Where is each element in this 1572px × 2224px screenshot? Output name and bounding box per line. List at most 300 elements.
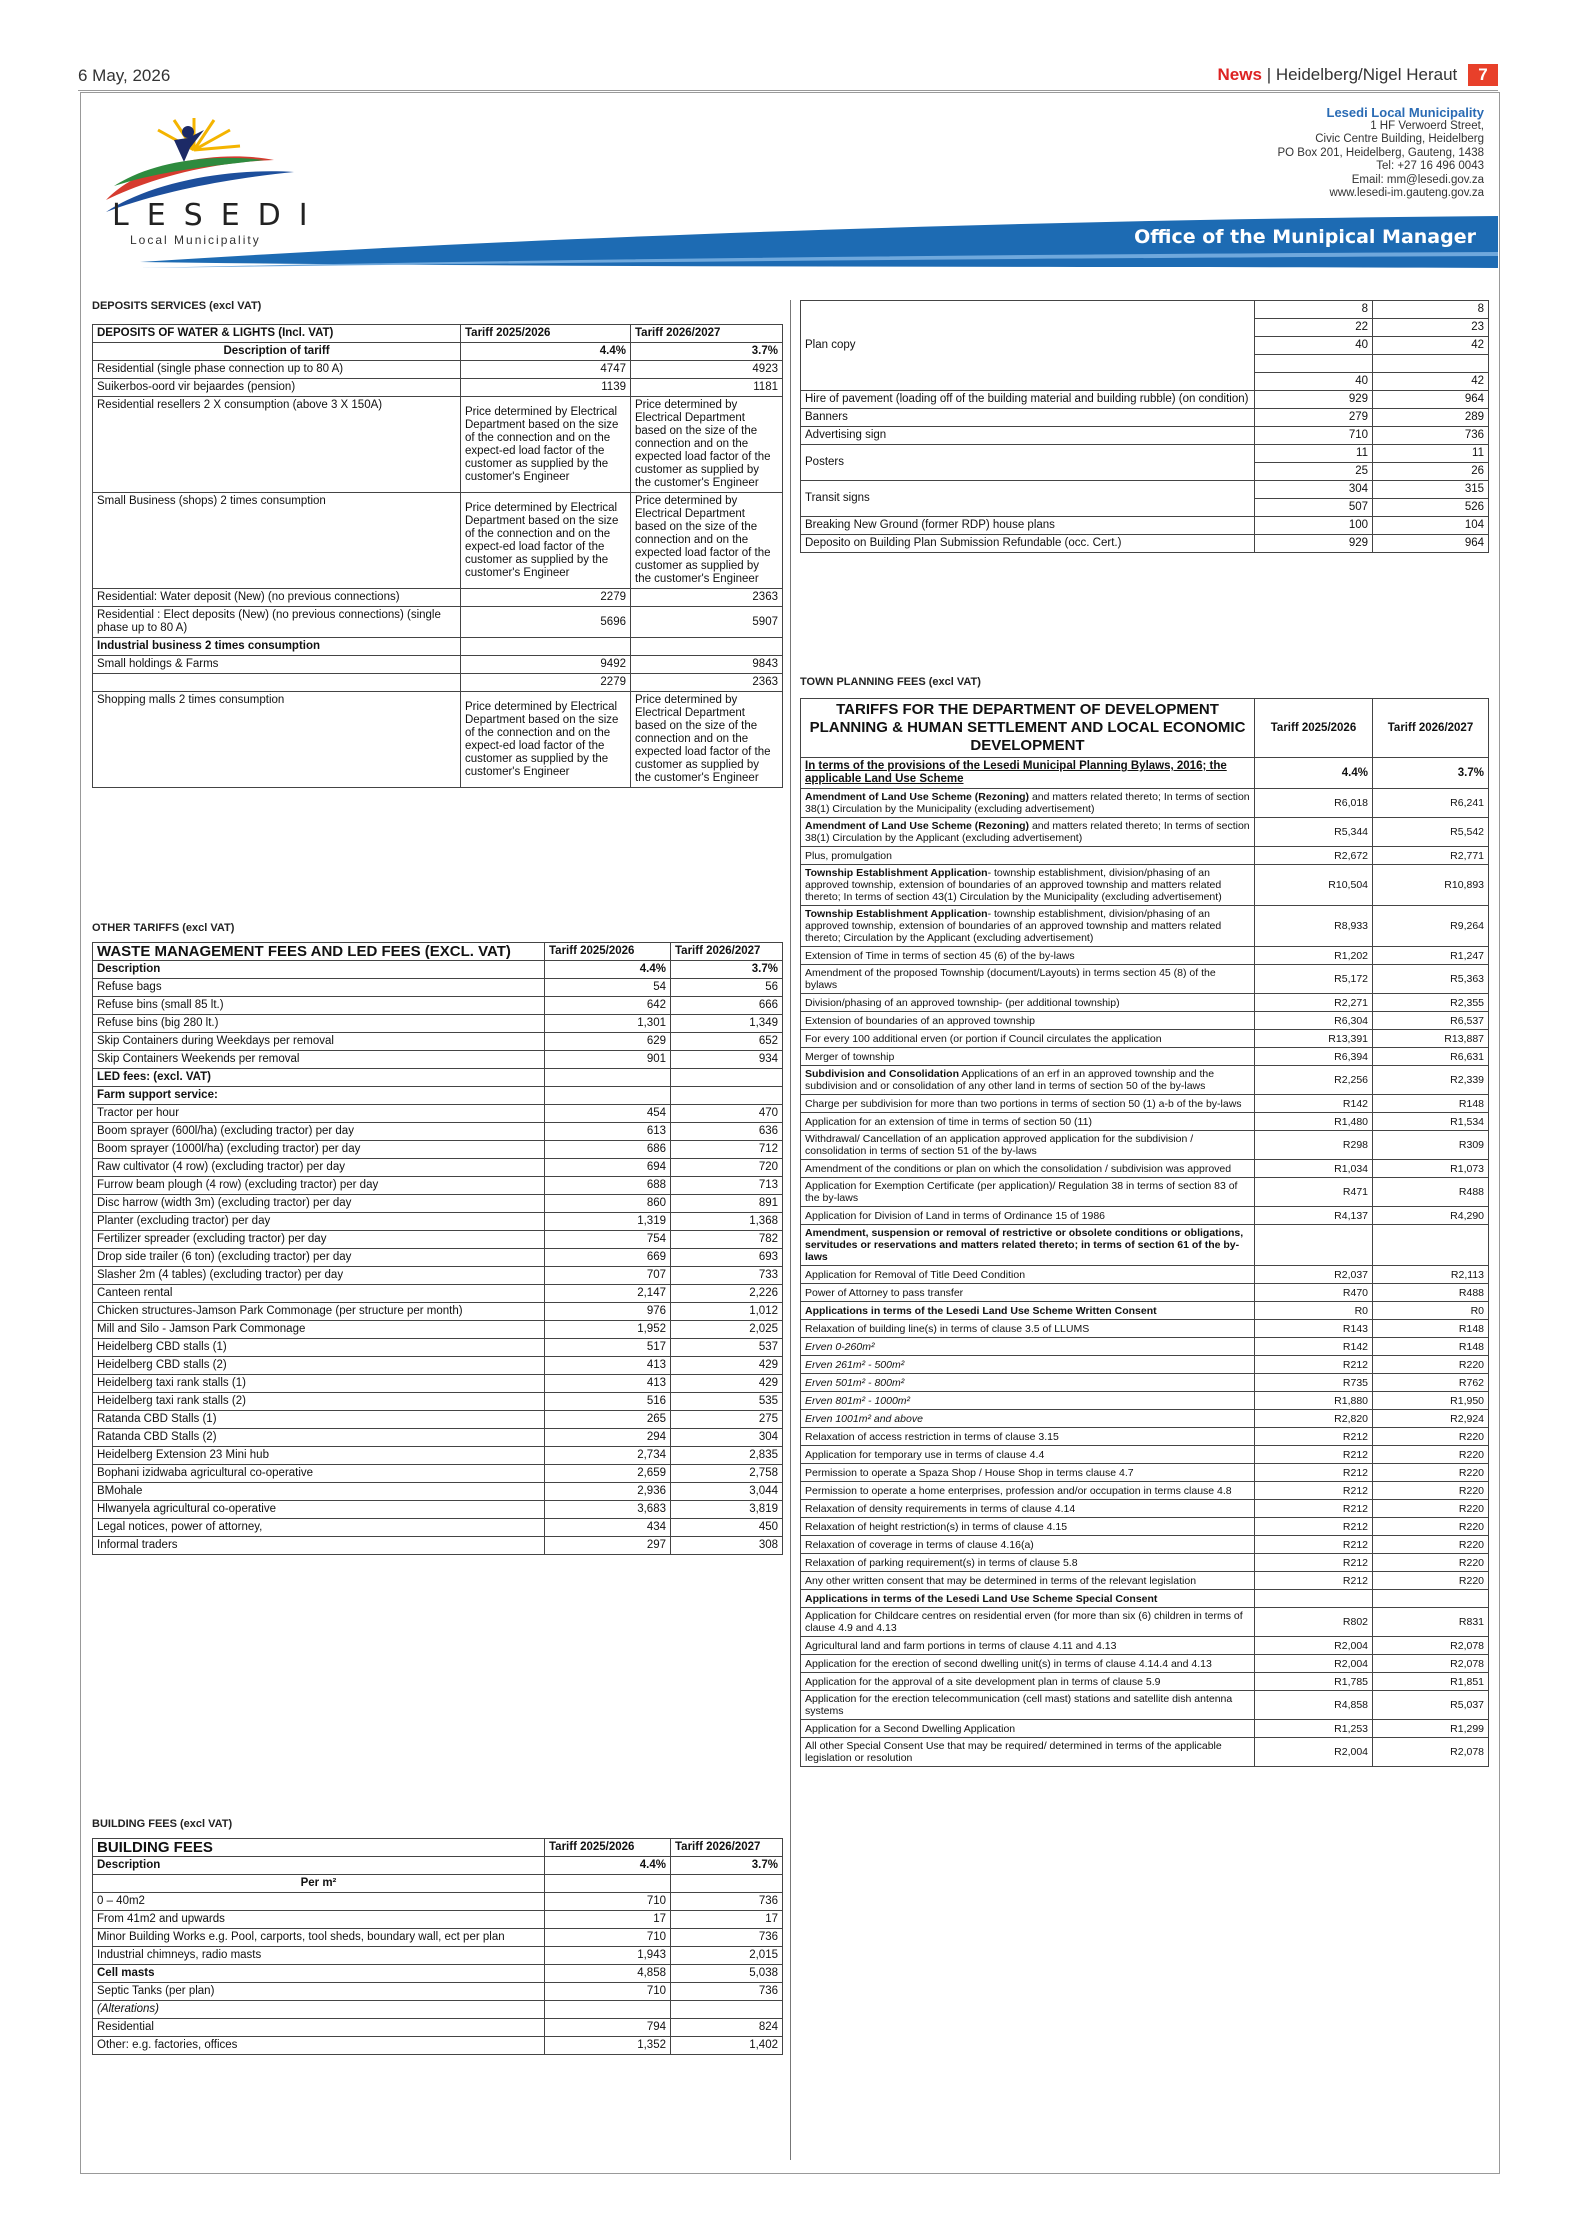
table-cell: Price determined by Electrical Department based on the size of the connection and on the expect-ed load factor of the customer as supplied by the customer's Engineer [461, 493, 631, 589]
table-cell: Small holdings & Farms [93, 656, 461, 674]
address-line: Civic Centre Building, Heidelberg [1315, 133, 1484, 145]
table-cell: 642 [545, 997, 671, 1015]
address-line: PO Box 201, Heidelberg, Gauteng, 1438 [1277, 146, 1484, 159]
table-cell [801, 1518, 1255, 1536]
table-cell: R2,113 [1373, 1266, 1489, 1284]
table-cell: R8,933 [1255, 906, 1373, 947]
row-description: Application for the erection telecommunication (cell mast) stations and satellite dish antenna systems [805, 1693, 1233, 1717]
table-cell: R13,391 [1255, 1030, 1373, 1048]
table-cell: 2,147 [545, 1285, 671, 1303]
table-cell [801, 1030, 1255, 1048]
table-cell: 40 [1255, 337, 1373, 355]
table-cell: Heidelberg CBD stalls (2) [93, 1357, 545, 1375]
table-cell [801, 1500, 1255, 1518]
table-row [801, 994, 1489, 1012]
table-cell: Raw cultivator (4 row) (excluding tractor) per day [93, 1159, 545, 1177]
table-row [801, 301, 1489, 319]
table-cell [801, 1410, 1255, 1428]
table-row [801, 1266, 1489, 1284]
table-cell: R143 [1255, 1320, 1373, 1338]
table-cell: R1,534 [1373, 1113, 1489, 1131]
table-row [801, 1482, 1489, 1500]
table-cell: Industrial chimneys, radio masts [93, 1947, 545, 1965]
table-cell: R831 [1373, 1608, 1489, 1637]
table-cell: Boom sprayer (1000l/ha) (excluding tractor) per day [93, 1141, 545, 1159]
table-cell: 3.7% [671, 1857, 783, 1875]
table-cell: 3.7% [631, 343, 783, 361]
table-header: DEPOSITS OF WATER & LIGHTS (Incl. VAT) [93, 325, 461, 343]
table-cell: Tractor per hour [93, 1105, 545, 1123]
table-cell: R142 [1255, 1338, 1373, 1356]
table-cell [801, 1637, 1255, 1655]
table-row [93, 1249, 783, 1267]
table-row [801, 1428, 1489, 1446]
table-cell: R212 [1255, 1554, 1373, 1572]
table-cell [801, 1428, 1255, 1446]
table-cell: 4.4% [461, 343, 631, 361]
table-cell: 413 [545, 1375, 671, 1393]
table-cell: 5907 [631, 607, 783, 638]
table-cell: Description [93, 961, 545, 979]
table-row [801, 1012, 1489, 1030]
table-cell: 8 [1373, 301, 1489, 319]
table-header: BUILDING FEES [93, 1839, 545, 1857]
table-cell [801, 1066, 1255, 1095]
table-cell: R6,304 [1255, 1012, 1373, 1030]
table-cell: 1139 [461, 379, 631, 397]
table-row [93, 1213, 783, 1231]
table-cell: 736 [1373, 427, 1489, 445]
table-cell: 710 [545, 1893, 671, 1911]
table-row [801, 1160, 1489, 1178]
table-cell: 1,301 [545, 1015, 671, 1033]
table-cell: R220 [1373, 1572, 1489, 1590]
row-description: Relaxation of density requirements in terms of clause 4.14 [805, 1502, 1076, 1515]
table-row [93, 2001, 783, 2019]
table-cell: Suikerbos-oord vir bejaardes (pension) [93, 379, 461, 397]
table-cell [545, 1875, 671, 1893]
table-cell [801, 1720, 1255, 1738]
table-cell [801, 1572, 1255, 1590]
municipality-address [1277, 106, 1484, 201]
table-cell: 782 [671, 1231, 783, 1249]
table-row [801, 409, 1489, 427]
table-cell: Planter (excluding tractor) per day [93, 1213, 545, 1231]
table-cell: 1,012 [671, 1303, 783, 1321]
table-row [93, 1965, 783, 1983]
table-cell: R142 [1255, 1095, 1373, 1113]
table-cell: 2,734 [545, 1447, 671, 1465]
waste-rows [93, 961, 783, 1555]
table-cell: Residential [93, 2019, 545, 2037]
table-cell [801, 1012, 1255, 1030]
table-cell: Heidelberg CBD stalls (1) [93, 1339, 545, 1357]
row-description: Application for temporary use in terms of clause 4.4 [805, 1448, 1045, 1461]
table-header: WASTE MANAGEMENT FEES AND LED FEES (EXCL. VAT) [93, 943, 545, 961]
table-cell: R5,172 [1255, 965, 1373, 994]
table-cell: 652 [671, 1033, 783, 1051]
table-cell: R220 [1373, 1518, 1489, 1536]
table-cell: R2,037 [1255, 1266, 1373, 1284]
table-cell: 104 [1373, 517, 1489, 535]
table-cell: 2,659 [545, 1465, 671, 1483]
row-description: Merger of township [805, 1050, 895, 1063]
table-row [801, 1673, 1489, 1691]
table-cell: Refuse bins (big 280 lt.) [93, 1015, 545, 1033]
table-cell [801, 1590, 1255, 1608]
building-table [92, 1838, 783, 2055]
table-cell: 3.7% [1373, 758, 1489, 789]
table-cell: 824 [671, 2019, 783, 2037]
row-description: Application for Exemption Certificate (per application)/ Regulation 38 in terms of section 83 of the by-laws [805, 1180, 1238, 1204]
table-cell: 297 [545, 1537, 671, 1555]
table-cell: 265 [545, 1411, 671, 1429]
table-cell: 275 [671, 1411, 783, 1429]
row-description: Agricultural land and farm portions in terms of clause 4.11 and 4.13 [805, 1639, 1117, 1652]
table-cell: R148 [1373, 1320, 1489, 1338]
table-row [93, 1231, 783, 1249]
table-cell [545, 1069, 671, 1087]
table-cell: Heidelberg taxi rank stalls (2) [93, 1393, 545, 1411]
table-row [801, 906, 1489, 947]
table-row [801, 1048, 1489, 1066]
table-row [801, 517, 1489, 535]
table-cell [801, 1392, 1255, 1410]
table-cell [801, 1673, 1255, 1691]
table-cell: R9,264 [1373, 906, 1489, 947]
address-email: Email: mm@lesedi.gov.za [1351, 173, 1484, 186]
row-description: Extension of Time in terms of section 45 (6) of the by-laws [805, 949, 1075, 962]
table-row [801, 1131, 1489, 1160]
table-row [93, 589, 783, 607]
table-cell: R212 [1255, 1572, 1373, 1590]
table-cell: Hlwanyela agricultural co-operative [93, 1501, 545, 1519]
table-cell: 23 [1373, 319, 1489, 337]
table-cell: Residential (single phase connection up to 80 A) [93, 361, 461, 379]
table-cell: R2,771 [1373, 847, 1489, 865]
table-row [801, 865, 1489, 906]
table-cell: 434 [545, 1519, 671, 1537]
table-cell: R212 [1255, 1428, 1373, 1446]
table-row [93, 1411, 783, 1429]
table-cell: 537 [671, 1339, 783, 1357]
deposits-section-label: DEPOSITS SERVICES (excl VAT) [92, 300, 262, 312]
table-cell [801, 1691, 1255, 1720]
table-cell: 2,835 [671, 1447, 783, 1465]
row-description: Withdrawal/ Cancellation of an application approved application for the subdivision / consolidation in terms of section 51 of the by-laws [805, 1133, 1194, 1157]
table-row [801, 947, 1489, 965]
table-cell: 304 [671, 1429, 783, 1447]
table-cell: 54 [545, 979, 671, 997]
table-row [801, 1554, 1489, 1572]
table-cell [1255, 1590, 1373, 1608]
table-cell: Bophani izidwaba agricultural co-operative [93, 1465, 545, 1483]
row-description: Any other written consent that may be determined in terms of the relevant legislation [805, 1574, 1197, 1587]
table-row [801, 789, 1489, 818]
table-cell: R1,253 [1255, 1720, 1373, 1738]
table-cell: 736 [671, 1983, 783, 2001]
table-cell: 891 [671, 1195, 783, 1213]
table-cell: 901 [545, 1051, 671, 1069]
table-cell [801, 1338, 1255, 1356]
table-cell: R2,004 [1255, 1655, 1373, 1673]
table-cell: 1,952 [545, 1321, 671, 1339]
table-cell: LED fees: (excl. VAT) [93, 1069, 545, 1087]
table-row [93, 1195, 783, 1213]
table-cell [801, 789, 1255, 818]
row-description: Application for Division of Land in terms of Ordinance 15 of 1986 [805, 1209, 1106, 1222]
table-cell: 2,936 [545, 1483, 671, 1501]
table-cell: Shopping malls 2 times consumption [93, 692, 461, 788]
table-row [93, 1857, 783, 1875]
table-cell: R10,893 [1373, 865, 1489, 906]
table-cell [801, 1554, 1255, 1572]
table-cell: Price determined by Electrical Department based on the size of the connection and on the expect-ed load factor of the customer as supplied by the customer's Engineer [461, 692, 631, 788]
table-cell: R0 [1255, 1302, 1373, 1320]
table-row [93, 379, 783, 397]
table-cell: 1,402 [671, 2037, 783, 2055]
table-cell: 454 [545, 1105, 671, 1123]
table-cell: Posters [801, 445, 1255, 481]
table-cell: 629 [545, 1033, 671, 1051]
table-row [93, 1051, 783, 1069]
table-cell: Industrial business 2 times consumption [93, 638, 461, 656]
table-cell: 2279 [461, 674, 631, 692]
table-row [93, 1447, 783, 1465]
table-cell: 666 [671, 997, 783, 1015]
table-cell: Ratanda CBD Stalls (1) [93, 1411, 545, 1429]
table-cell: Refuse bins (small 85 lt.) [93, 997, 545, 1015]
table-cell: 934 [671, 1051, 783, 1069]
table-row [93, 1537, 783, 1555]
table-row [93, 1465, 783, 1483]
row-description: Relaxation of coverage in terms of clause 4.16(a) [805, 1538, 1034, 1551]
logo-wordmark: LESEDI [112, 198, 326, 233]
table-cell: 794 [545, 2019, 671, 2037]
table-cell: 736 [671, 1893, 783, 1911]
table-cell: 3,683 [545, 1501, 671, 1519]
table-cell: 1,349 [671, 1015, 783, 1033]
table-cell: Disc harrow (width 3m) (excluding tractor) per day [93, 1195, 545, 1213]
table-cell [801, 818, 1255, 847]
table-row [801, 391, 1489, 409]
row-description: All other Special Consent Use that may be required/ determined in terms of the applicable legislation or resolution [805, 1740, 1222, 1764]
table-cell: 289 [1373, 409, 1489, 427]
table-cell: 710 [545, 1983, 671, 2001]
table-cell: 517 [545, 1339, 671, 1357]
table-cell: 4923 [631, 361, 783, 379]
row-heading: Subdivision and Consolidation [805, 1068, 959, 1080]
table-row [93, 1339, 783, 1357]
table-cell: R1,785 [1255, 1673, 1373, 1691]
table-cell: Canteen rental [93, 1285, 545, 1303]
row-description: Power of Attorney to pass transfer [805, 1286, 964, 1299]
table-cell: 5,038 [671, 1965, 783, 1983]
column-divider [790, 300, 791, 2160]
table-row [93, 961, 783, 979]
table-cell: 1,352 [545, 2037, 671, 2055]
table-row [93, 1375, 783, 1393]
table-cell: 613 [545, 1123, 671, 1141]
table-cell: R2,271 [1255, 994, 1373, 1012]
table-row [801, 1518, 1489, 1536]
table-cell: 713 [671, 1177, 783, 1195]
separator: | [1266, 65, 1276, 84]
table-cell: 929 [1255, 535, 1373, 553]
table-cell: 17 [671, 1911, 783, 1929]
row-heading: Township Establishment Application [805, 867, 988, 879]
table-header-row [93, 325, 783, 343]
table-cell: Residential: Water deposit (New) (no previous connections) [93, 589, 461, 607]
row-description: Permission to operate a Spaza Shop / House Shop in terms clause 4.7 [805, 1466, 1134, 1479]
table-cell [801, 1374, 1255, 1392]
table-header: Tariff 2025/2026 [545, 1839, 671, 1857]
table-row [93, 1105, 783, 1123]
table-cell: 2,758 [671, 1465, 783, 1483]
table-row [93, 1429, 783, 1447]
table-cell: 3,819 [671, 1501, 783, 1519]
table-cell: Price determined by Electrical Department based on the size of the connection and on the expect-ed load factor of the customer as supplied by the customer's Engineer [461, 397, 631, 493]
table-cell: Cell masts [93, 1965, 545, 1983]
table-row [93, 638, 783, 656]
table-header-row [801, 699, 1489, 758]
row-description: and matters related thereto; In terms of section 38(1) Circulation by the Municipality (excluding advertisement) [805, 791, 1250, 815]
table-cell: 279 [1255, 409, 1373, 427]
table-row [801, 1225, 1489, 1266]
table-cell: Boom sprayer (600l/ha) (excluding tractor) per day [93, 1123, 545, 1141]
misc-fees-table [800, 300, 1489, 553]
table-cell [801, 1738, 1255, 1767]
table-cell: R220 [1373, 1446, 1489, 1464]
table-cell: R298 [1255, 1131, 1373, 1160]
table-row [93, 1123, 783, 1141]
table-row [93, 607, 783, 638]
table-row [93, 1159, 783, 1177]
table-cell: R802 [1255, 1608, 1373, 1637]
table-cell: 860 [545, 1195, 671, 1213]
table-cell: 4.4% [545, 961, 671, 979]
table-cell: 710 [1255, 427, 1373, 445]
table-row [93, 692, 783, 788]
table-cell: R212 [1255, 1500, 1373, 1518]
table-cell: R2,078 [1373, 1738, 1489, 1767]
table-row [801, 535, 1489, 553]
table-cell: R6,537 [1373, 1012, 1489, 1030]
row-heading: Applications in terms of the Lesedi Land Use Scheme Special Consent [805, 1592, 1158, 1605]
table-cell: 294 [545, 1429, 671, 1447]
table-cell: R2,355 [1373, 994, 1489, 1012]
table-header: Tariff 2026/2027 [1373, 699, 1489, 758]
table-cell: 11 [1373, 445, 1489, 463]
table-cell [801, 965, 1255, 994]
table-row [801, 1113, 1489, 1131]
table-cell [671, 1069, 783, 1087]
table-cell [671, 1087, 783, 1105]
table-header: TARIFFS FOR THE DEPARTMENT OF DEVELOPMENT PLANNING & HUMAN SETTLEMENT AND LOCAL ECONOMIC DEVELOPMENT [801, 699, 1255, 758]
table-cell [1373, 355, 1489, 373]
table-row [801, 481, 1489, 499]
banner-title: Office of the Munipical Manager [1134, 226, 1476, 248]
table-cell: 11 [1255, 445, 1373, 463]
table-row [93, 2019, 783, 2037]
table-cell: 1,319 [545, 1213, 671, 1231]
row-description: Erven 261m² - 500m² [805, 1358, 905, 1371]
row-description: and matters related thereto; In terms of section 38(1) Circulation by the Applicant (excluding advertisement) [805, 820, 1250, 844]
table-cell [631, 638, 783, 656]
table-cell [801, 1608, 1255, 1637]
table-cell: Deposito on Building Plan Submission Refundable (occ. Cert.) [801, 535, 1255, 553]
table-cell: 1,943 [545, 1947, 671, 1965]
table-row [801, 427, 1489, 445]
table-cell: Price determined by Electrical Department based on the size of the connection and on the expected load factor of the customer as supplied by the customer's Engineer [631, 397, 783, 493]
table-cell [545, 2001, 671, 2019]
table-cell: 2,025 [671, 1321, 783, 1339]
table-cell: R6,631 [1373, 1048, 1489, 1066]
table-cell: Fertilizer spreader (excluding tractor) per day [93, 1231, 545, 1249]
table-cell [801, 1178, 1255, 1207]
table-cell: Skip Containers Weekends per removal [93, 1051, 545, 1069]
table-cell [801, 1113, 1255, 1131]
table-cell [801, 847, 1255, 865]
table-cell: Hire of pavement (loading off of the building material and building rubble) (on condition) [801, 391, 1255, 409]
table-cell: 720 [671, 1159, 783, 1177]
row-description: - township establishment, division/phasing of an approved township, extension of boundaries of an approved township and matters related thereto; In terms of section 43(1) Circulation by the Municipality (excluding advertisement) [805, 867, 1222, 903]
table-cell: Price determined by Electrical Department based on the size of the connection and on the expected load factor of the customer as supplied by the customer's Engineer [631, 493, 783, 589]
table-row [801, 1320, 1489, 1338]
table-cell: 2279 [461, 589, 631, 607]
table-cell [801, 1131, 1255, 1160]
table-row [801, 1392, 1489, 1410]
table-row [801, 1572, 1489, 1590]
table-cell: 1181 [631, 379, 783, 397]
table-cell: 3.7% [671, 961, 783, 979]
table-row [93, 1983, 783, 2001]
table-cell [801, 1095, 1255, 1113]
address-website: www.lesedi-im.gauteng.gov.za [1329, 187, 1484, 199]
table-cell: In terms of the provisions of the Lesedi Municipal Planning Bylaws, 2016; the applicable Land Use Scheme [801, 758, 1255, 789]
table-cell: Small Business (shops) 2 times consumption [93, 493, 461, 589]
table-row [801, 1720, 1489, 1738]
row-description: Plus, promulgation [805, 849, 892, 862]
table-row [93, 397, 783, 493]
table-row [93, 1875, 783, 1893]
table-cell: 526 [1373, 499, 1489, 517]
table-cell: R220 [1373, 1356, 1489, 1374]
table-cell: R4,290 [1373, 1207, 1489, 1225]
table-cell: 9843 [631, 656, 783, 674]
table-row [93, 1069, 783, 1087]
table-cell: R220 [1373, 1554, 1489, 1572]
table-cell [801, 1320, 1255, 1338]
row-description: Application for an extension of time in terms of section 50 (11) [805, 1115, 1092, 1128]
table-cell: 712 [671, 1141, 783, 1159]
table-cell: 669 [545, 1249, 671, 1267]
table-cell: Drop side trailer (6 ton) (excluding tractor) per day [93, 1249, 545, 1267]
misc-rows [801, 301, 1489, 553]
table-row [801, 818, 1489, 847]
table-cell [801, 1160, 1255, 1178]
table-cell: 636 [671, 1123, 783, 1141]
table-cell: (Alterations) [93, 2001, 545, 2019]
table-row [93, 1015, 783, 1033]
table-row [93, 1483, 783, 1501]
row-description: Applications of an erf in an approved township and the subdivision and or consolidation of any other land in terms of section 50 of the by-laws [805, 1068, 1215, 1092]
table-cell: R2,672 [1255, 847, 1373, 865]
table-cell: R488 [1373, 1284, 1489, 1302]
table-cell: 100 [1255, 517, 1373, 535]
table-cell: R1,073 [1373, 1160, 1489, 1178]
row-heading: Applications in terms of the Lesedi Land Use Scheme Written Consent [805, 1304, 1157, 1317]
